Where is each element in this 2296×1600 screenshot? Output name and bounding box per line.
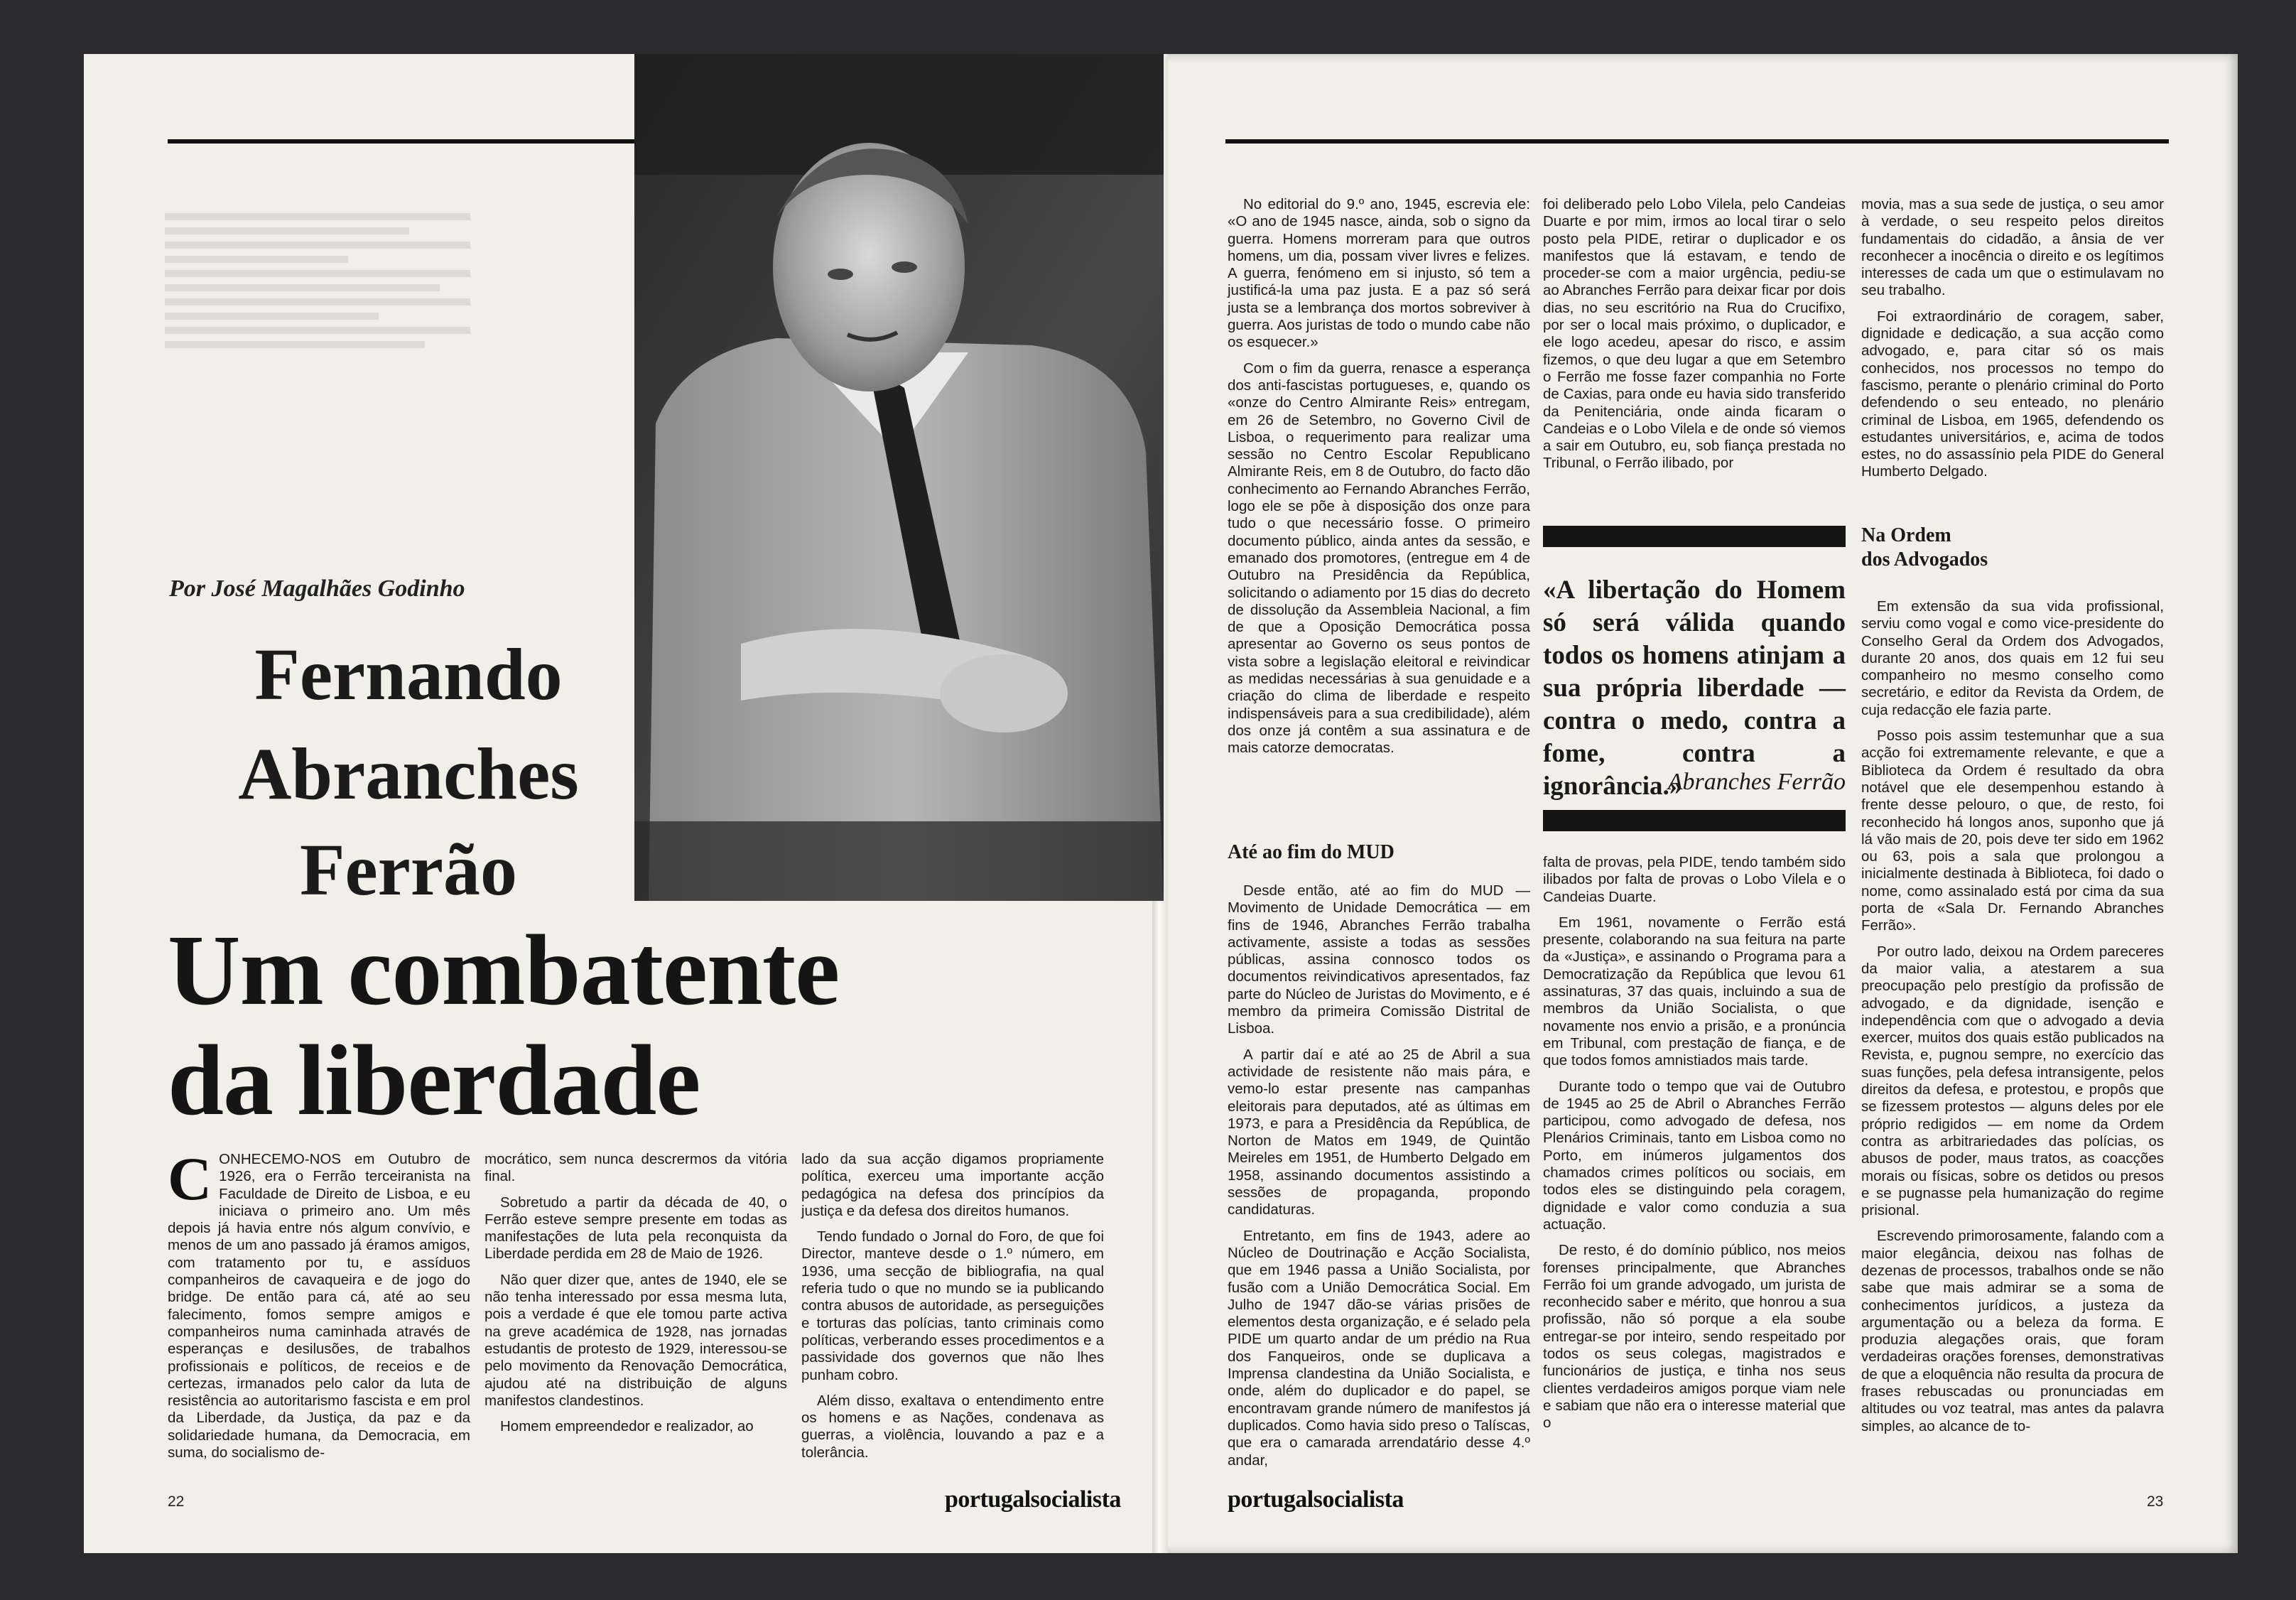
paragraph-text: ONHECEMO-NOS em Outubro de 1926, era o Ferrão terceiranista na Faculdade de Direito de Lisboa, e eu iniciava o primeiro ano. Um mês depois já havia entre nós algum convívio, e menos de um ano passado já éramos amigos, com tratamento por tu, e assíduos companheiros de cavaqueira e de jogo do bridge. De então para cá, até ao seu falecimento, fomos sempre amigos e companheiros numa caminhada através de esperanças e desilusões, de trabalhos profissionais e políticos, de receios e de certezas, irmanados pelo calor da luta de resistência ao autoritarismo fascista e em prol da Liberdade, da Justiça, da paz e da solidariedade humana, da Democracia, em suma, do socialismo de- <box>168 1151 470 1461</box>
page-number-right: 23 <box>2147 1493 2164 1510</box>
paragraph: Durante todo o tempo que vai de Outubro de 1945 ao 25 de Abril o Abranches Ferrão participou, como advogado de defesa, nos Plenários Criminais, tanto em Lisboa como no Porto, em inúmeros julgamentos dos chamados crimes políticos ou sociais, em todos eles se distinguindo pela coragem, dignidade e valor como conduzia a sua actuação. <box>1543 1078 1846 1233</box>
magazine-brand-left: portugalsocialista <box>945 1486 1121 1513</box>
paragraph: mocrático, sem nunca descrermos da vitória final. <box>484 1151 787 1185</box>
paragraph: Em extensão da sua vida profissional, serviu como vogal e como vice-presidente do Conselho Geral da Ordem dos Advogados, durante 20 anos, dos quais em 12 fui seu companheiro no mesmo conselho como secretário, e editor da Revista da Ordem, de cuja redacção ele fazia parte. <box>1861 598 2164 718</box>
pull-quote-bar-top <box>1543 526 1846 547</box>
paragraph: Tendo fundado o Jornal do Foro, de que foi Director, manteve desde o 1.º número, em 1936, uma secção de bibliografia, na qual referia tudo o que no mundo se ia publicando contra abusos de autoridade, as perseguições e torturas das polícias, tanto criminais como políticas, verberando esses procedimentos e a passividade dos governos que não lhes punham cobro. <box>801 1228 1104 1383</box>
paragraph: Escrevendo primorosamente, falando com a maior elegância, deixou nas folhas de dezenas de processos, trabalhos onde se não sabe que mais admirar se a soma de conhecimentos jurídicos, a justeza da argumentação ou a beleza da forma. E produzia alegações orais, que foram verdadeiras orações forenses, demonstrativas de que a eloquência não resulta da procura de frases rebuscadas ou pronunciadas em altitudes ou voz teatral, mas antes da palavra simples, ao alcance de to- <box>1861 1228 2164 1434</box>
paragraph: falta de provas, pela PIDE, tendo também sido ilibados por falta de provas o Lobo Vilela e o Candeias Duarte. <box>1543 854 1846 905</box>
article-column-1 <box>168 1145 470 1470</box>
paragraph: Posso pois assim testemunhar que a sua acção foi extremamente relevante, e que a Biblioteca da Ordem é resultado da obra notável que ele desempenhou estando à frente desse pelouro, o que, de resto, foi reconhecido há longos anos, suponho que já lá vão mais de 20, pois deve ter sido em 1962 ou 63, pois a sala que prolongou a inicialmente destinada à Biblioteca, foi dado o nome, como assinalado está por cima da sua porta de «Sala Dr. Fernando Abranches Ferrão». <box>1861 728 2164 934</box>
article-column-4 <box>1228 196 1530 766</box>
article-column-2 <box>484 1151 787 1444</box>
paragraph: A partir daí e até ao 25 de Abril a sua actividade de resistente não mais pára, e vemo-lo estar presente nas campanhas eleitorais para deputados, até as últimas em 1973, e para a Presidência da República, de Norton de Matos em 1949, de Quintão Meireles em 1951, de Humberto Delgado em 1958, assinando documentos assistindo a sessões de propaganda, propondo candidaturas. <box>1228 1046 1530 1218</box>
headline-line-2: da liberdade <box>168 1024 700 1136</box>
pull-quote-bar-bottom <box>1543 810 1846 831</box>
article-column-5-continued <box>1543 854 1846 1441</box>
paragraph <box>168 1145 470 1461</box>
portrait-photo <box>634 54 1164 901</box>
pull-quote: «A libertação do Homem só será válida quando todos os homens atinjam a sua própria liberdade — contra o medo, contra a fome, contra a ignorância.» <box>1543 575 1846 801</box>
paragraph: Entretanto, em fins de 1943, adere ao Núcleo de Doutrinação e Acção Socialista, que em 1946 passa a União Socialista, por fusão com a União Democrática Social. Em Julho de 1947 dão-se várias prisões de elementos desta organização, e é selado pela PIDE um quarto andar de um prédio na Rua dos Fanqueiros, onde se duplicava a Imprensa clandestina da União Socialista, e onde, além do duplicador e do papel, se encontravam grande número de manifestos já duplicados. Como havia sido preso o Talíscas, que era o camarada arrendatário desse 4.º andar, <box>1228 1227 1530 1469</box>
paragraph: Com o fim da guerra, renasce a esperança dos anti-fascistas portugueses, e, quando os «onze do Centro Almirante Reis» entregam, em 26 de Setembro, no Governo Civil de Lisboa, o requerimento para realizar uma sessão no Centro Escolar Republicano Almirante Reis, em 8 de Outubro, do facto dão conhecimento ao Fernando Abranches Ferrão, logo ele se põe à disposição dos onze para tudo o que necessário fosse. O primeiro documento público, ainda antes da sessão, e emanado dos promotores, (entregue em 4 de Outubro na Presidência da República, solicitando o adiamento por 15 dias do decreto de dissolução da Assembleia Nacional, a fim de que a Oposição Democrática possa apresentar ao Governo os seus pontos de vista sobre a legislação eleitoral e reivindicar as medidas necessárias à sua genuidade e a criação do clima de liberdade e respeito indispensáveis para a sua credibilidade), além dos onze já contêm a sua assinatura e de mais catorze democratas. <box>1228 360 1530 757</box>
subheading-ordem-line-1: Na Ordem <box>1861 524 1951 546</box>
paragraph: movia, mas a sua sede de justiça, o seu amor à verdade, o seu respeito pelos direitos fundamentais do cidadão, a ânsia de ver reconhecer a inocência o direito e os legítimos interesses de cada um que o estimulavam no seu trabalho. <box>1861 196 2164 299</box>
top-rule-left <box>168 139 637 144</box>
paragraph: Além disso, exaltava o entendimento entre os homens e as Nações, condenava as guerras, a violência, louvando a paz e a tolerância. <box>801 1392 1104 1461</box>
paragraph: Por outro lado, deixou na Ordem pareceres da maior valia, a atestarem a sua preocupação pelo prestígio da profissão de advogado, e da dignidade, isenção e independência com que o advogado a devia exercer, muitos dos quais estão publicados na Revista, e, pugnou sempre, no exercício das suas funções, pela defesa intransigente, pelos direitos da defesa, e protestou, e propôs que se fizessem protestos — alguns deles por ele próprio redigidos — em nome da Ordem contra as arbitrariedades das polícias, os abusos de poder, maus tratos, as coacções morais ou físicas, sobre os detidos ou presos e se pugnasse pela humanização do regime prisional. <box>1861 943 2164 1219</box>
paragraph: Sobretudo a partir da década de 40, o Ferrão esteve sempre presente em todas as manifestações de luta pela reconquista da Liberdade perdida em 28 de Maio de 1926. <box>484 1194 787 1263</box>
article-column-6 <box>1861 196 2164 490</box>
name-line-1: Fernando <box>254 634 563 715</box>
name-line-2: Abranches <box>238 733 579 815</box>
paragraph: De resto, é do domínio público, nos meios forenses principalmente, que Abranches Ferrão foi um grande advogado, um jurista de reconhecido saber e mérito, que honrou a sua profissão, não só porque a ela soube entregar-se por inteiro, sendo respeitado por todos os seus colegas, magistrados e funcionários de justiça, e tinha nos seus clientes verdadeiros amigos porque viam nele e sabiam que não era o interesse material que o <box>1543 1242 1846 1432</box>
subheading-ordem-line-2: dos Advogados <box>1861 548 1988 571</box>
article-column-3 <box>801 1151 1104 1470</box>
drop-cap: C <box>168 1145 212 1213</box>
portrait-illustration <box>634 54 1164 901</box>
magazine-brand-right: portugalsocialista <box>1228 1486 1404 1513</box>
article-column-5 <box>1543 196 1846 481</box>
paragraph: Desde então, até ao fim do MUD — Movimento de Unidade Democrática — em fins de 1946, Abranches Ferrão trabalha activamente, assiste a todas as sessões públicas, assina connosco todos os documentos reivindicativos apresentados, faz parte do Núcleo de Juristas do Movimento, e é membro da primeira Comissão Distrital de Lisboa. <box>1228 882 1530 1037</box>
top-rule-right <box>1225 139 2169 144</box>
paragraph: Não quer dizer que, antes de 1940, ele se não tenha interessado por essa mesma luta, pois a verdade é que ele tomou parte activa na greve académica de 1928, nas jornadas estudantis de protesto de 1929, interessou-se pelo movimento da Renovação Democrática, ajudou até na distribuição de alguns manifestos clandestinos. <box>484 1271 787 1409</box>
paragraph: Foi extraordinário de coragem, saber, dignidade e dedicação, a sua acção como advogado, e, para citar só os mais conhecidos, nos processos no tempo do fascismo, perante o plenário criminal do Porto defendendo o seu enteado, no plenário criminal de Lisboa, em 1965, defendendo os estudantes universitários, e, acima de todos estes, no do assassínio pela PIDE do General Humberto Delgado. <box>1861 308 2164 480</box>
page-number-left: 22 <box>168 1493 185 1510</box>
subheading-mud: Até ao fim do MUD <box>1228 841 1395 863</box>
article-column-6-continued <box>1861 598 2164 1444</box>
name-line-3: Ferrão <box>299 829 517 911</box>
paragraph: foi deliberado pelo Lobo Vilela, pelo Candeias Duarte e por mim, irmos ao local tirar o selo posto pela PIDE, retirar o duplicador e os manifestos que lá estavam, e tendo de proceder-se com a maior urgência, pediu-se ao Abranches Ferrão para deixar ficar por dois dias, no seu escritório na Rua do Crucifixo, por ser o local mais próximo, o duplicador, e ele logo acedeu, apesar do risco, e assim fizemos, o que deu lugar a que em Setembro o Ferrão me fosse fazer companhia no Forte de Caxias, para onde eu havia sido transferido da Penitenciária, onde ainda ficaram o Candeias e o Lobo Vilela e de onde só viemos a sair em Outubro, eu, sob fiança prestada no Tribunal, o Ferrão ilibado, por <box>1543 196 1846 472</box>
paragraph: lado da sua acção digamos propriamente política, exerceu uma importante acção pedagógica na defesa dos princípios da justiça e da defesa dos direitos humanos. <box>801 1151 1104 1219</box>
headline-line-1: Um combatente <box>168 914 840 1026</box>
byline: Por José Magalhães Godinho <box>169 575 465 602</box>
paragraph: Em 1961, novamente o Ferrão está presente, colaborando na sua feitura na parte da «Justiça», e assinando o Programa para a Democratização da República que levou 61 assinaturas, 37 das quais, incluindo a sua de membros da União Socialista, o que novamente nos envio a prisão, e a pronúncia em Tribunal, com prestação de fiança, e de que todos fomos amnistiados mais tarde. <box>1543 914 1846 1069</box>
bleed-through-text <box>165 206 470 519</box>
article-column-4-continued <box>1228 882 1530 1478</box>
paragraph: Homem empreendedor e realizador, ao <box>500 1418 754 1435</box>
paragraph: No editorial do 9.º ano, 1945, escrevia ele: «O ano de 1945 nasce, ainda, sob o signo da guerra. Homens morreram para que outros homens, um dia, possam viver livres e felizes. A guerra, fenómeno em si injusto, só tem a justificá-la uma paz justa. E a paz só será justa se a lembrança dos mortos sobreviver à guerra. Aos juristas de todo o mundo cabe não os esquecer.» <box>1228 196 1530 351</box>
pull-quote-attribution: Abranches Ferrão <box>1667 769 1846 795</box>
